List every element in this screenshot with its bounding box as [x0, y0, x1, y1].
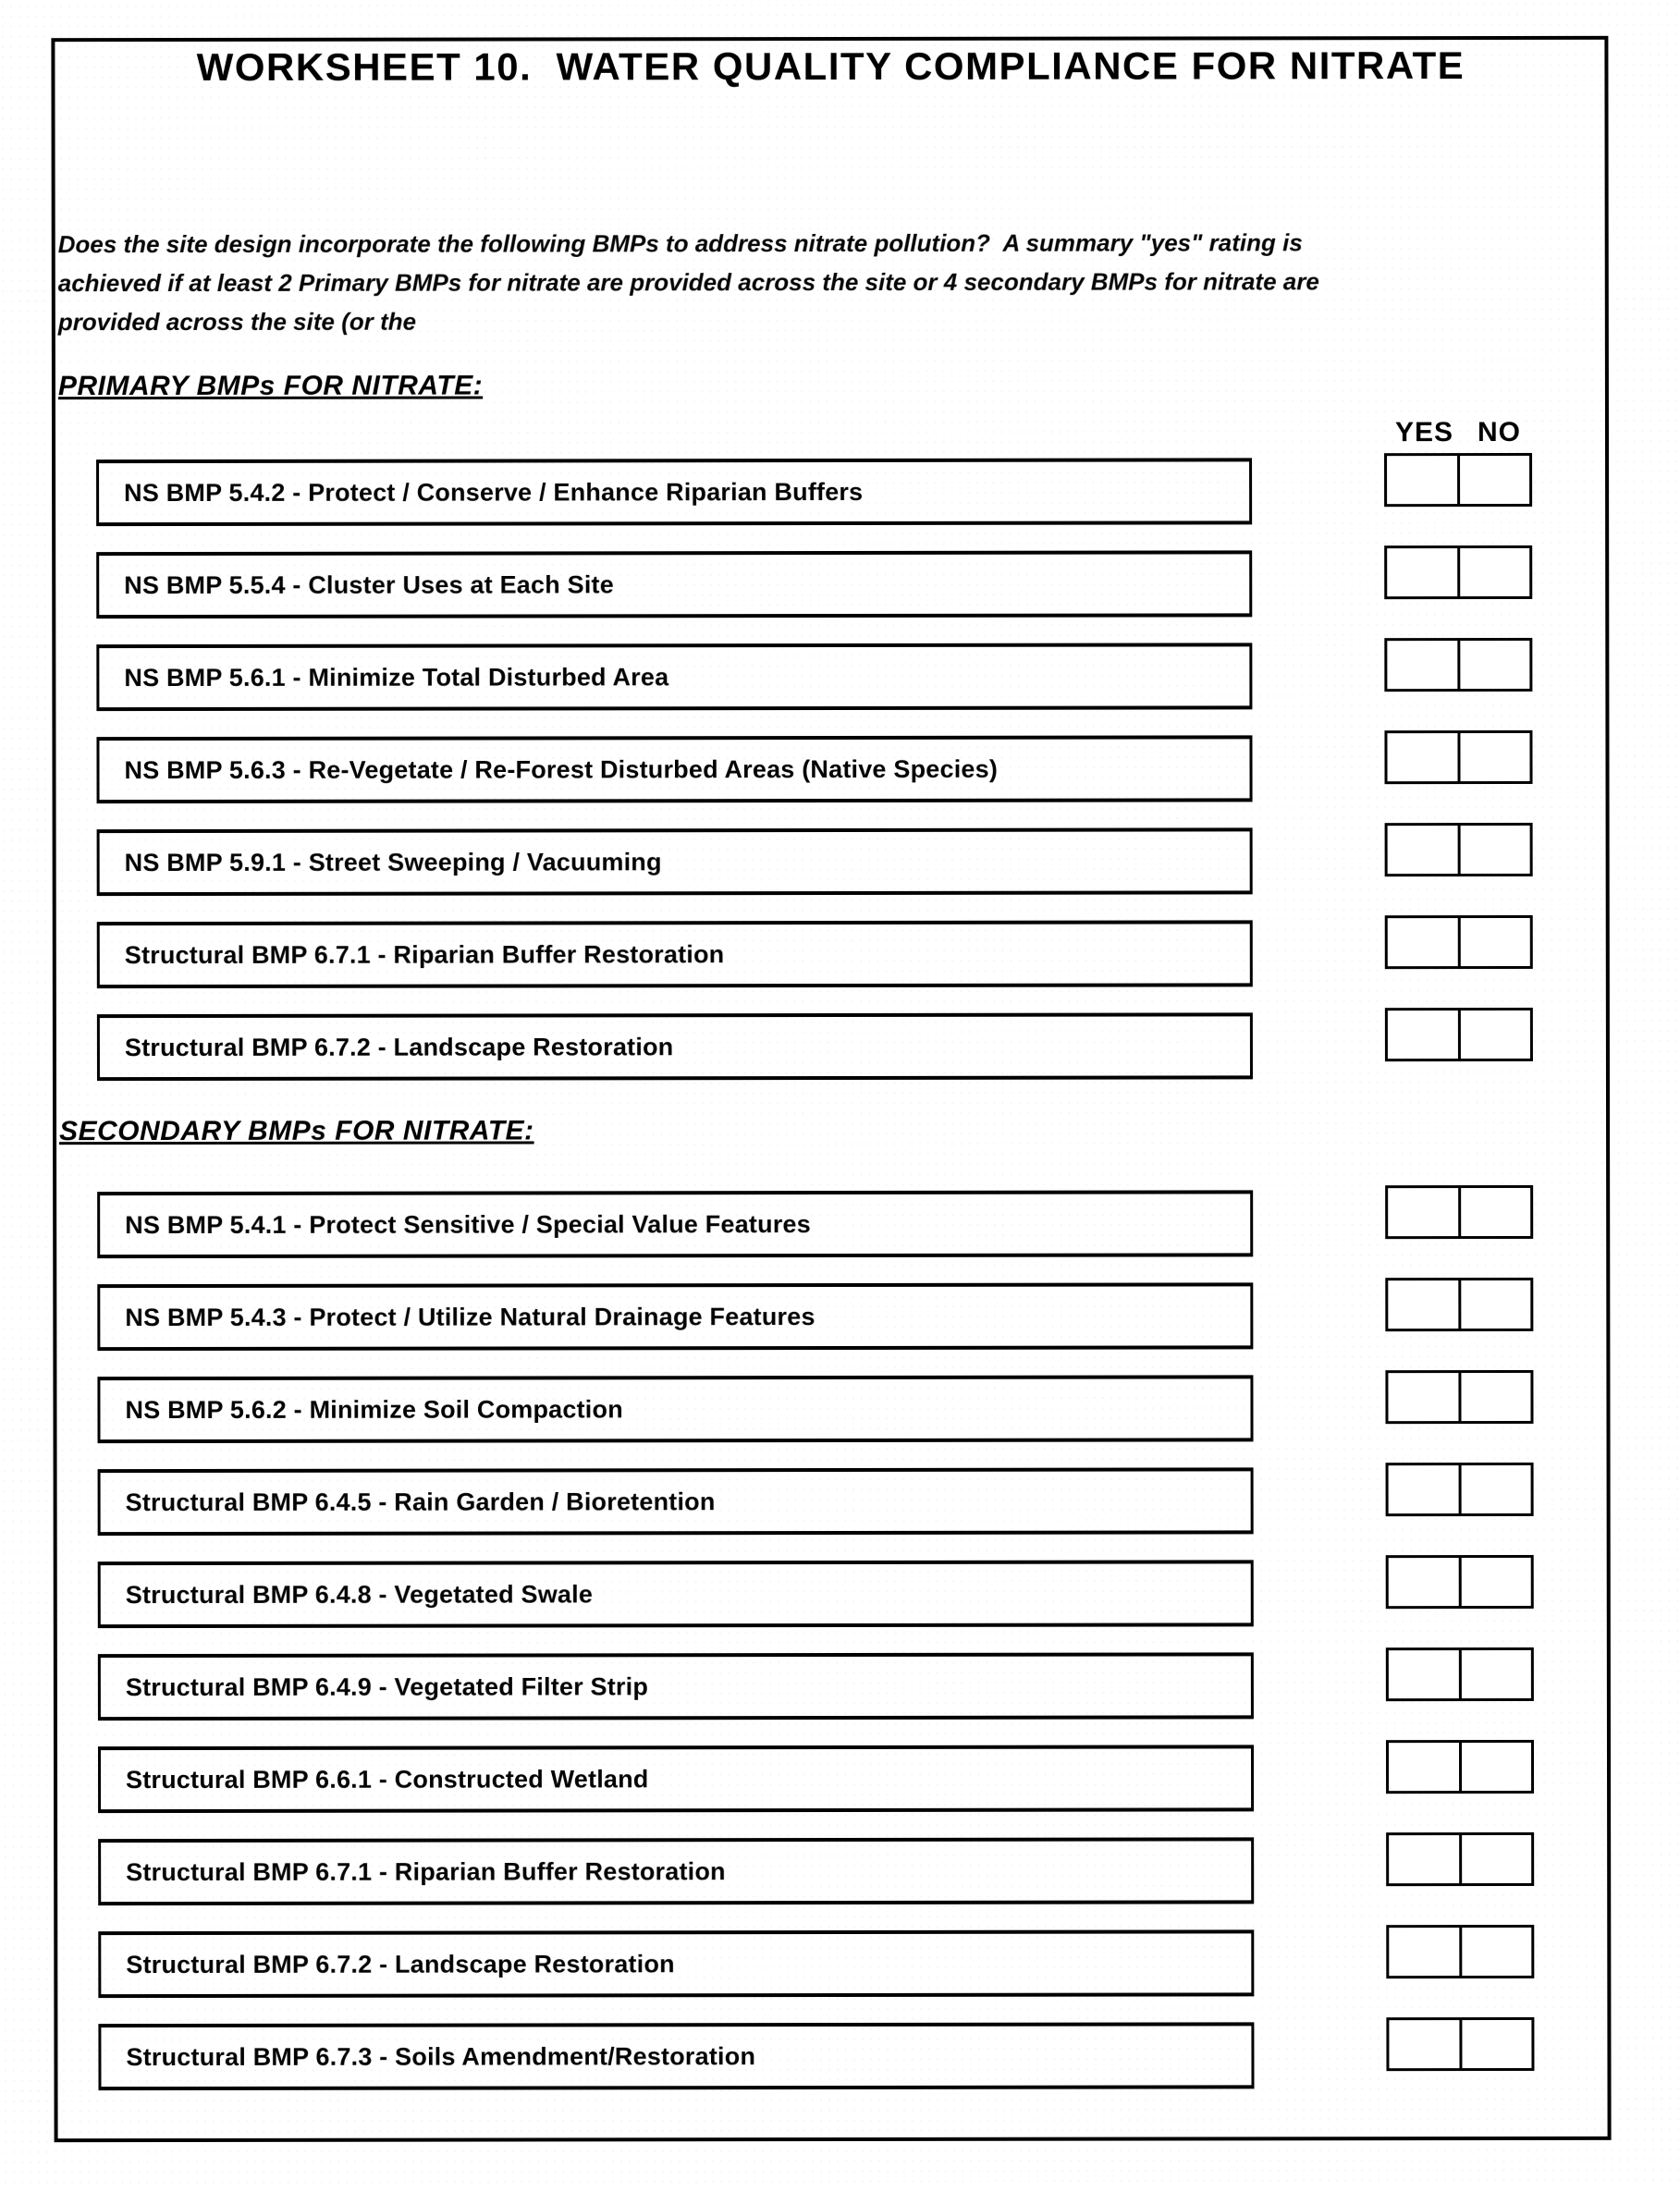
no-checkbox[interactable] — [1461, 1650, 1531, 1698]
yes-checkbox[interactable] — [1389, 1650, 1462, 1698]
bmp-label-box — [98, 1745, 1254, 1813]
bmp-label: Structural BMP 6.7.1 - Riparian Buffer Restoration — [124, 939, 725, 969]
bmp-label: NS BMP 5.6.3 - Re-Vegetate / Re-Forest Disturbed Areas (Native Species) — [124, 754, 999, 784]
yes-no-header — [1383, 417, 1533, 448]
bmp-label-box — [96, 643, 1252, 711]
bmp-row — [98, 1560, 1540, 1628]
yes-no-checkboxes — [1386, 1463, 1534, 1516]
yes-checkbox[interactable] — [1389, 1743, 1462, 1791]
no-checkbox[interactable] — [1460, 826, 1530, 874]
yes-checkbox[interactable] — [1387, 456, 1460, 504]
yes-no-checkboxes — [1386, 1740, 1534, 1794]
bmp-label: Structural BMP 6.7.3 - Soils Amendment/Restoration — [126, 2041, 756, 2071]
yes-no-checkboxes — [1384, 453, 1532, 507]
section-heading-secondary: SECONDARY BMPs FOR NITRATE: — [59, 1115, 534, 1147]
bmp-label-box — [97, 827, 1253, 896]
bmp-label-box — [98, 1560, 1254, 1628]
bmp-row — [96, 735, 1539, 803]
bmp-label: Structural BMP 6.7.2 - Landscape Restoration — [126, 1949, 675, 1978]
bmp-label: NS BMP 5.4.1 - Protect Sensitive / Special Value Features — [125, 1209, 811, 1239]
bmp-label: NS BMP 5.4.2 - Protect / Conserve / Enhance Riparian Buffers — [124, 477, 864, 507]
bmp-label: NS BMP 5.6.2 - Minimize Soil Compaction — [125, 1394, 623, 1424]
bmp-label: NS BMP 5.5.4 - Cluster Uses at Each Site — [124, 569, 614, 599]
no-checkbox[interactable] — [1460, 641, 1530, 689]
yes-no-checkboxes — [1385, 915, 1533, 969]
no-checkbox[interactable] — [1461, 1465, 1531, 1513]
bmp-label: Structural BMP 6.7.2 - Landscape Restoration — [124, 1032, 674, 1061]
bmp-row — [98, 2022, 1540, 2090]
bmp-label-box — [98, 1929, 1254, 1998]
yes-no-checkboxes — [1386, 1925, 1534, 1978]
bmp-row — [97, 1190, 1539, 1258]
yes-checkbox[interactable] — [1389, 1558, 1462, 1606]
no-checkbox[interactable] — [1460, 733, 1530, 781]
bmp-label: NS BMP 5.4.3 - Protect / Utilize Natural Drainage Features — [125, 1302, 815, 1331]
no-column-header: NO — [1477, 416, 1522, 448]
yes-checkbox[interactable] — [1388, 918, 1461, 966]
no-checkbox[interactable] — [1462, 1928, 1532, 1976]
primary-bmp-list — [96, 458, 1539, 1107]
bmp-row — [98, 1929, 1540, 1998]
yes-checkbox[interactable] — [1389, 1465, 1462, 1513]
bmp-label-box — [97, 1190, 1253, 1258]
no-checkbox[interactable] — [1460, 456, 1530, 504]
bmp-label: NS BMP 5.6.1 - Minimize Total Disturbed Area — [124, 662, 669, 692]
yes-checkbox[interactable] — [1387, 641, 1460, 689]
bmp-row — [97, 920, 1539, 988]
yes-no-checkboxes — [1384, 638, 1532, 692]
yes-no-checkboxes — [1384, 730, 1532, 784]
yes-no-checkboxes — [1385, 1278, 1533, 1331]
bmp-row — [97, 1282, 1539, 1351]
bmp-row — [98, 1837, 1540, 1905]
bmp-row — [98, 1467, 1540, 1536]
no-checkbox[interactable] — [1460, 918, 1530, 966]
bmp-label-box — [96, 458, 1252, 526]
yes-checkbox[interactable] — [1389, 1928, 1462, 1976]
yes-checkbox[interactable] — [1389, 1835, 1462, 1883]
yes-no-checkboxes — [1386, 1832, 1534, 1886]
no-checkbox[interactable] — [1461, 1373, 1531, 1421]
yes-no-checkboxes — [1385, 1370, 1533, 1424]
no-checkbox[interactable] — [1460, 548, 1530, 596]
yes-no-checkboxes — [1385, 1185, 1533, 1239]
yes-no-checkboxes — [1385, 823, 1533, 876]
bmp-label-box — [98, 2022, 1254, 2090]
bmp-label-box — [97, 1375, 1253, 1443]
yes-no-checkboxes — [1386, 2017, 1534, 2071]
yes-no-checkboxes — [1385, 1008, 1533, 1061]
yes-checkbox[interactable] — [1388, 1010, 1461, 1059]
yes-checkbox[interactable] — [1387, 733, 1460, 781]
bmp-label: Structural BMP 6.4.9 - Vegetated Filter Strip — [125, 1672, 649, 1701]
bmp-label-box — [98, 1837, 1254, 1905]
bmp-row — [98, 1745, 1540, 1813]
section-heading-primary: PRIMARY BMPs FOR NITRATE: — [57, 370, 484, 402]
page-title: WORKSHEET 10. WATER QUALITY COMPLIANCE FOR NITRATE — [196, 43, 1465, 89]
yes-checkbox[interactable] — [1389, 2020, 1462, 2068]
yes-column-header: YES — [1394, 417, 1454, 448]
bmp-row — [97, 1012, 1539, 1081]
yes-no-checkboxes — [1386, 1647, 1534, 1701]
no-checkbox[interactable] — [1462, 2020, 1532, 2068]
yes-no-checkboxes — [1384, 545, 1532, 599]
bmp-row — [96, 550, 1539, 618]
no-checkbox[interactable] — [1461, 1188, 1531, 1236]
bmp-row — [98, 1652, 1540, 1721]
yes-checkbox[interactable] — [1388, 1373, 1461, 1421]
no-checkbox[interactable] — [1462, 1835, 1532, 1883]
no-checkbox[interactable] — [1461, 1743, 1531, 1791]
yes-checkbox[interactable] — [1388, 1188, 1461, 1236]
yes-checkbox[interactable] — [1387, 548, 1460, 596]
bmp-label: NS BMP 5.9.1 - Street Sweeping / Vacuuming — [124, 847, 662, 876]
yes-checkbox[interactable] — [1388, 1280, 1461, 1329]
intro-text: Does the site design incorporate the following BMPs to address nitrate pollution? A summary "yes" rating is achieved if at least 2 Primary BMPs for nitrate are provided across the site or 4 secondary BMPs for nitrate are provided across the site (or the — [57, 228, 1327, 337]
bmp-row — [96, 643, 1539, 711]
bmp-label-box — [97, 1012, 1253, 1081]
bmp-label-box — [97, 920, 1253, 988]
bmp-row — [97, 1375, 1539, 1443]
bmp-label-box — [98, 1467, 1254, 1536]
bmp-label-box — [98, 1652, 1254, 1721]
no-checkbox[interactable] — [1461, 1558, 1531, 1606]
bmp-label: Structural BMP 6.4.8 - Vegetated Swale — [125, 1579, 594, 1609]
yes-no-checkboxes — [1386, 1555, 1534, 1609]
bmp-label-box — [96, 735, 1252, 803]
bmp-label-box — [96, 550, 1252, 618]
bmp-row — [97, 827, 1539, 896]
bmp-label-box — [97, 1282, 1253, 1351]
bmp-row — [96, 458, 1539, 526]
no-checkbox[interactable] — [1461, 1280, 1531, 1329]
bmp-label: Structural BMP 6.7.1 - Riparian Buffer Restoration — [126, 1856, 726, 1886]
bmp-label: Structural BMP 6.6.1 - Constructed Wetland — [126, 1764, 649, 1794]
bmp-label: Structural BMP 6.4.5 - Rain Garden / Bioretention — [125, 1487, 716, 1516]
yes-checkbox[interactable] — [1388, 826, 1461, 874]
no-checkbox[interactable] — [1460, 1010, 1530, 1059]
secondary-bmp-list — [97, 1190, 1540, 2116]
